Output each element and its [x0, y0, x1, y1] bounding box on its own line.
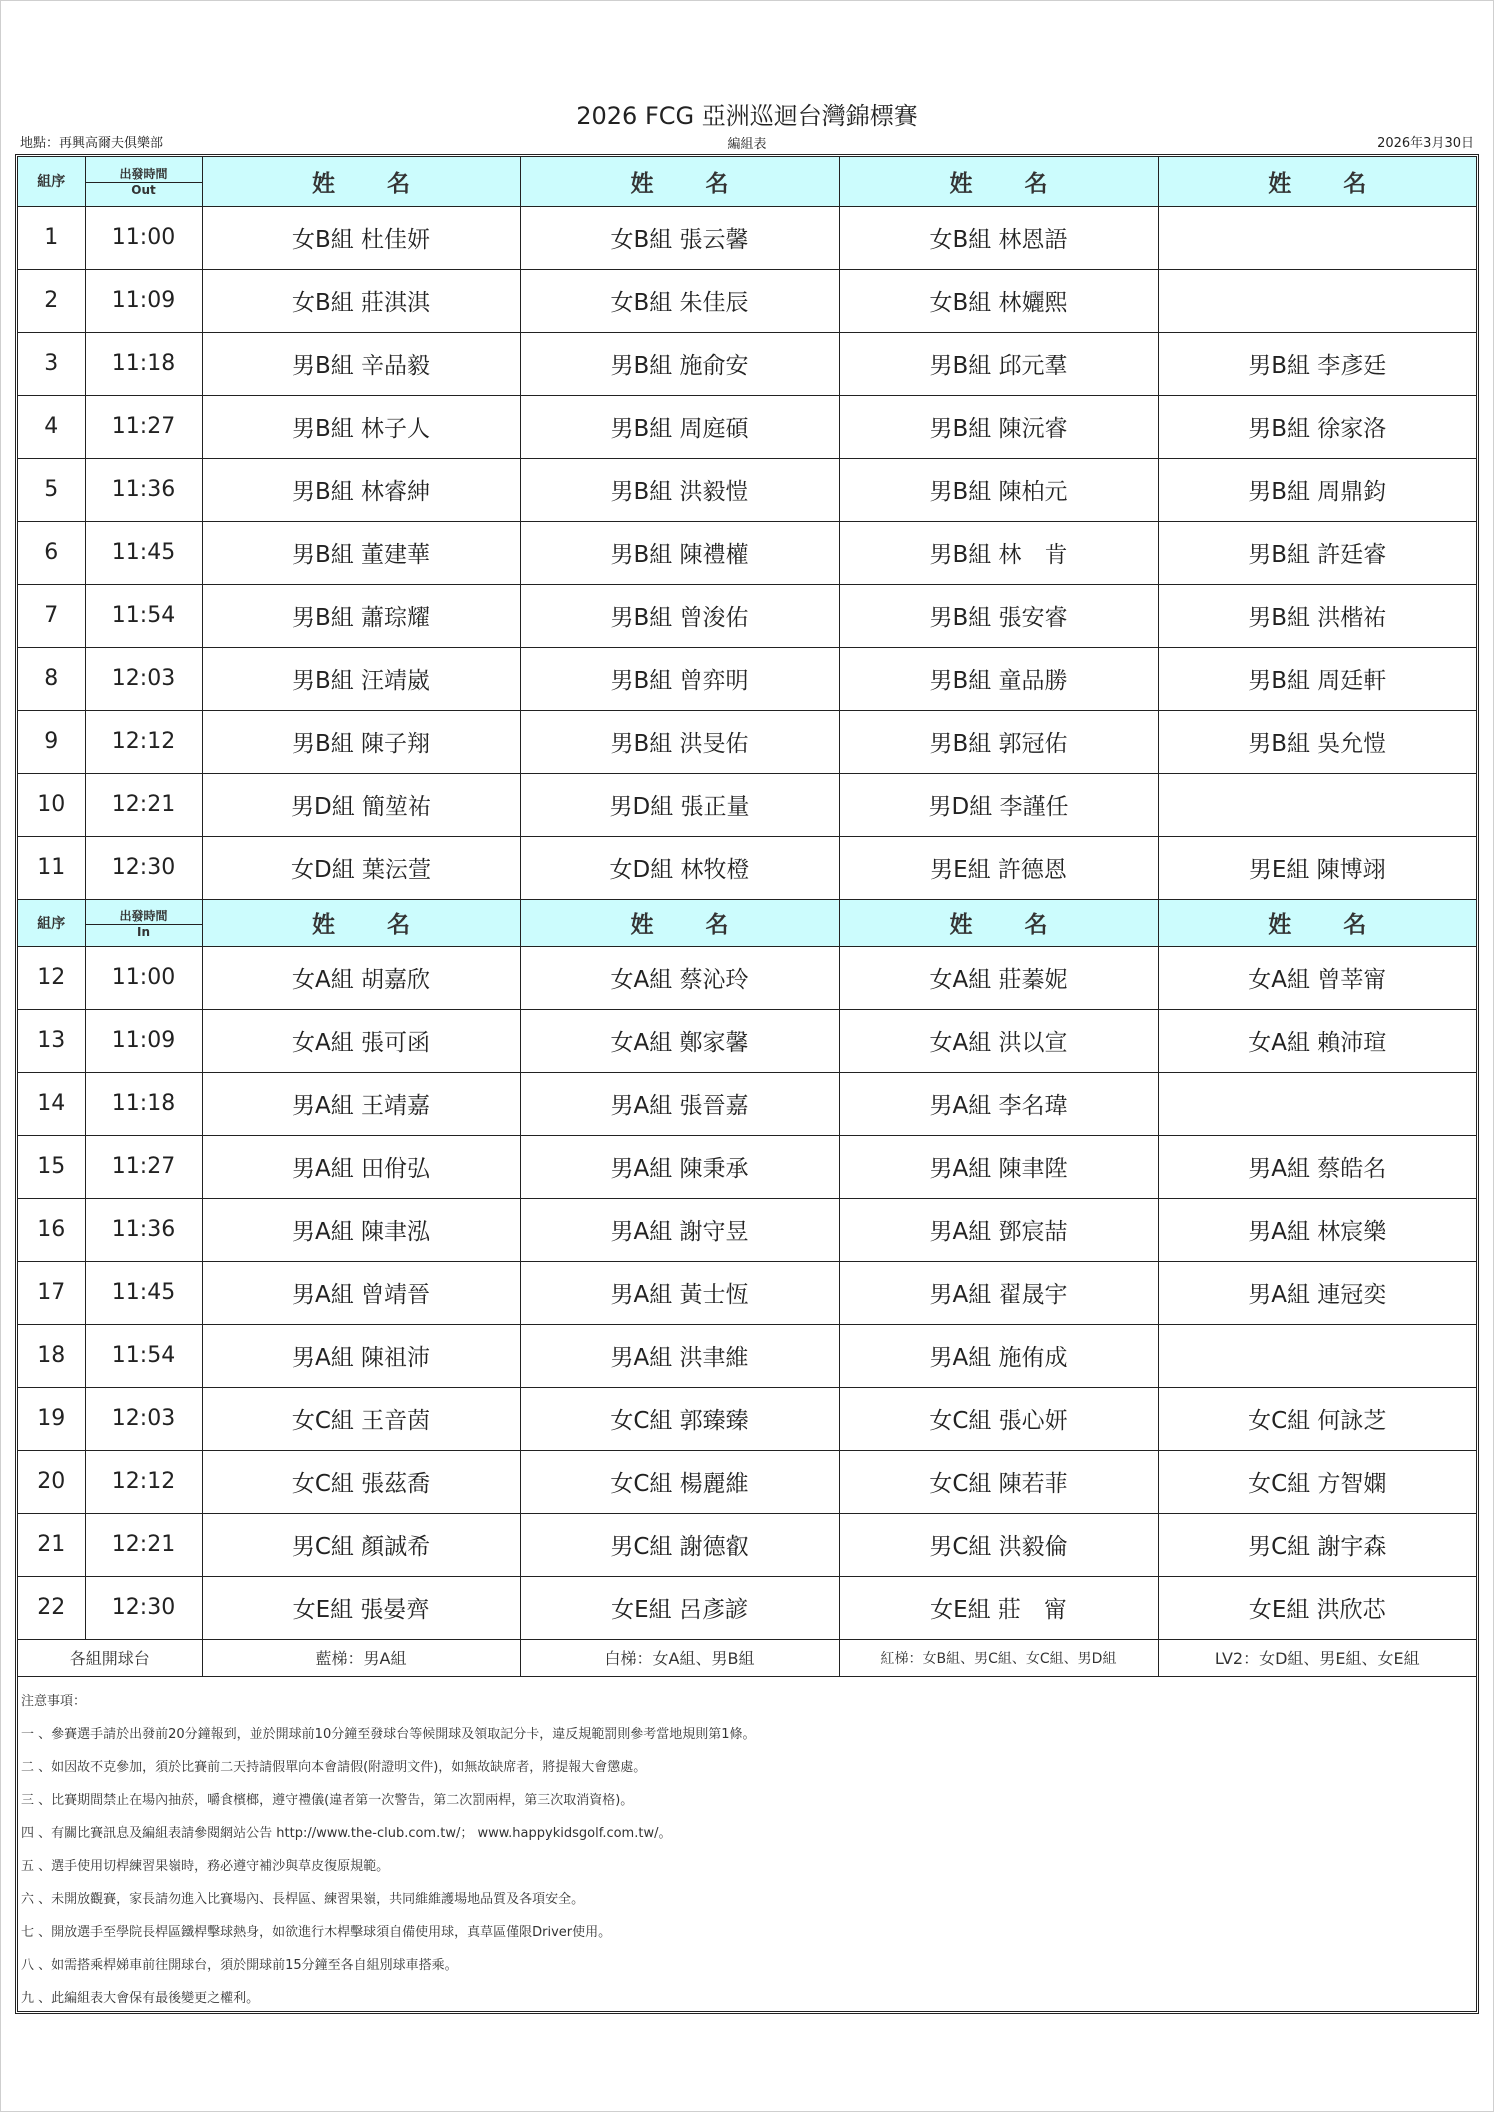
name-header: 姓 名: [202, 157, 520, 206]
player-cell: 男A組 洪聿維: [520, 1324, 839, 1387]
player-cell: 女C組 王音茵: [202, 1387, 520, 1450]
player-cell: [1158, 773, 1476, 836]
name-header: 姓 名: [202, 899, 520, 946]
group-number: 21: [18, 1513, 85, 1576]
group-number: 14: [18, 1072, 85, 1135]
player-cell: 女D組 林牧橙: [520, 836, 839, 899]
player-cell: 男B組 曾弈明: [520, 647, 839, 710]
player-cell: 男B組 李彥廷: [1158, 332, 1476, 395]
player-cell: [1158, 1324, 1476, 1387]
group-row: [18, 946, 1476, 1009]
player-cell: 男C組 洪毅倫: [839, 1513, 1158, 1576]
player-cell: 男B組 陳子翔: [202, 710, 520, 773]
player-cell: 女E組 洪欣芯: [1158, 1576, 1476, 1639]
tee-time: 12:12: [85, 710, 202, 773]
document-subtitle: 編組表: [727, 137, 767, 152]
group-row: [18, 521, 1476, 584]
notes-heading: 注意事項：: [21, 1694, 87, 1709]
tee-time: 12:12: [85, 1450, 202, 1513]
tee-assignment: 紅梯：女B組、男C組、女C組、男D組: [839, 1639, 1158, 1676]
player-cell: 女A組 胡嘉欣: [202, 946, 520, 1009]
player-cell: 男A組 田佾弘: [202, 1135, 520, 1198]
group-row: [18, 1576, 1476, 1639]
player-cell: 男A組 李名瑋: [839, 1072, 1158, 1135]
player-cell: 男A組 蔡皓名: [1158, 1135, 1476, 1198]
tee-time: 11:09: [85, 1009, 202, 1072]
group-row: [18, 1450, 1476, 1513]
player-cell: 男B組 童品勝: [839, 647, 1158, 710]
player-cell: 女B組 林孋熙: [839, 269, 1158, 332]
group-row: [18, 1198, 1476, 1261]
player-cell: 女A組 蔡沁玲: [520, 946, 839, 1009]
player-cell: 男A組 陳聿泓: [202, 1198, 520, 1261]
player-cell: 女E組 呂彥諺: [520, 1576, 839, 1639]
notes-section: [18, 1685, 1476, 2014]
group-row: [18, 1387, 1476, 1450]
tee-time: 11:27: [85, 1135, 202, 1198]
tee-assignment-row: [18, 1639, 1476, 1676]
note-item: 三 、比賽期間禁止在場內抽菸，嚼食檳榔，遵守禮儀(違者第一次警告，第二次罰兩桿，第三次取消資格)。: [21, 1793, 634, 1808]
tee-time: 11:09: [85, 269, 202, 332]
group-row: [18, 332, 1476, 395]
player-cell: 男A組 陳聿陞: [839, 1135, 1158, 1198]
player-cell: 女C組 張心妍: [839, 1387, 1158, 1450]
group-row: [18, 1261, 1476, 1324]
note-item: 九 、此編組表大會保有最後變更之權利。: [21, 1991, 260, 2006]
player-cell: 男B組 汪靖崴: [202, 647, 520, 710]
tee-time: 12:21: [85, 1513, 202, 1576]
player-cell: 男E組 陳博翊: [1158, 836, 1476, 899]
tee-assignment: 藍梯：男A組: [202, 1639, 520, 1676]
group-row: [18, 647, 1476, 710]
group-number: 9: [18, 710, 85, 773]
player-cell: 男B組 徐家洛: [1158, 395, 1476, 458]
tee-time: 11:54: [85, 584, 202, 647]
group-row: [18, 206, 1476, 269]
note-item: 五 、選手使用切桿練習果嶺時，務必遵守補沙與草皮復原規範。: [21, 1859, 390, 1874]
group-number: 1: [18, 206, 85, 269]
player-cell: 男A組 曾靖晉: [202, 1261, 520, 1324]
player-cell: 男B組 許廷睿: [1158, 521, 1476, 584]
note-item: 八 、如需搭乘桿娣車前往開球台，須於開球前15分鐘至各自組別球車搭乘。: [21, 1958, 458, 1973]
group-number: 8: [18, 647, 85, 710]
player-cell: 女A組 洪以宣: [839, 1009, 1158, 1072]
player-cell: 男A組 林宸樂: [1158, 1198, 1476, 1261]
header-row-in: [18, 899, 1476, 946]
pairing-sheet: [15, 154, 1479, 2014]
player-cell: [1158, 269, 1476, 332]
note-item: 一 、參賽選手請於出發前20分鐘報到，並於開球前10分鐘至發球台等候開球及領取記分卡，違反規範罰則參考當地規則第1條。: [21, 1727, 756, 1742]
group-number: 3: [18, 332, 85, 395]
player-cell: 男B組 林子人: [202, 395, 520, 458]
player-cell: 女D組 葉沄萱: [202, 836, 520, 899]
player-cell: 男C組 謝宇森: [1158, 1513, 1476, 1576]
player-cell: [1158, 1072, 1476, 1135]
player-cell: 男B組 蕭琮耀: [202, 584, 520, 647]
player-cell: 女C組 楊麗維: [520, 1450, 839, 1513]
group-number: 12: [18, 946, 85, 1009]
player-cell: 男B組 周鼎鈞: [1158, 458, 1476, 521]
group-row: [18, 1135, 1476, 1198]
group-header: 組序: [18, 899, 85, 946]
player-cell: 女A組 曾莘甯: [1158, 946, 1476, 1009]
player-cell: 男B組 周廷軒: [1158, 647, 1476, 710]
player-cell: 男A組 翟晟宇: [839, 1261, 1158, 1324]
group-number: 7: [18, 584, 85, 647]
tee-time: 12:03: [85, 1387, 202, 1450]
group-number: 4: [18, 395, 85, 458]
player-cell: 女B組 張云馨: [520, 206, 839, 269]
tee-time: 11:18: [85, 1072, 202, 1135]
venue-label: 地點：再興高爾夫俱樂部: [20, 136, 164, 151]
group-number: 15: [18, 1135, 85, 1198]
player-cell: 男A組 陳秉承: [520, 1135, 839, 1198]
group-number: 10: [18, 773, 85, 836]
group-number: 19: [18, 1387, 85, 1450]
player-cell: 男A組 陳祖沛: [202, 1324, 520, 1387]
player-cell: 男D組 李謹任: [839, 773, 1158, 836]
tee-time: 11:36: [85, 1198, 202, 1261]
tee-assignment-label: 各組開球台: [18, 1639, 202, 1676]
player-cell: 男B組 辛品毅: [202, 332, 520, 395]
header-row-out: [18, 157, 1476, 206]
pairing-table: [18, 157, 1476, 1677]
group-row: [18, 269, 1476, 332]
name-header: 姓 名: [839, 157, 1158, 206]
group-number: 6: [18, 521, 85, 584]
group-number: 18: [18, 1324, 85, 1387]
group-row: [18, 1324, 1476, 1387]
group-row: [18, 773, 1476, 836]
player-cell: 男B組 陳沅睿: [839, 395, 1158, 458]
group-number: 22: [18, 1576, 85, 1639]
group-header: 組序: [18, 157, 85, 206]
player-cell: 男C組 謝德叡: [520, 1513, 839, 1576]
player-cell: 男B組 郭冠佑: [839, 710, 1158, 773]
player-cell: 男A組 王靖嘉: [202, 1072, 520, 1135]
player-cell: 男B組 曾浚佑: [520, 584, 839, 647]
player-cell: [1158, 206, 1476, 269]
tee-time: 12:03: [85, 647, 202, 710]
note-item: 四 、有關比賽訊息及編組表請參閱網站公告 http://www.the-club.com.tw/； www.happykidsgolf.com.tw/。: [21, 1826, 672, 1841]
player-cell: 男B組 林睿紳: [202, 458, 520, 521]
tee-assignment: 白梯：女A組、男B組: [520, 1639, 839, 1676]
time-header: [85, 899, 202, 946]
group-row: [18, 1072, 1476, 1135]
player-cell: 男C組 顏誠希: [202, 1513, 520, 1576]
group-number: 16: [18, 1198, 85, 1261]
tee-time: 11:18: [85, 332, 202, 395]
group-number: 13: [18, 1009, 85, 1072]
group-number: 2: [18, 269, 85, 332]
player-cell: 女C組 何詠芝: [1158, 1387, 1476, 1450]
time-header: [85, 157, 202, 206]
tee-time: 12:30: [85, 836, 202, 899]
name-header: 姓 名: [1158, 157, 1476, 206]
player-cell: 男B組 施俞安: [520, 332, 839, 395]
group-row: [18, 395, 1476, 458]
player-cell: 男A組 鄧宸喆: [839, 1198, 1158, 1261]
player-cell: 男B組 張安睿: [839, 584, 1158, 647]
player-cell: 女B組 莊淇淇: [202, 269, 520, 332]
group-number: 20: [18, 1450, 85, 1513]
tee-time: 11:54: [85, 1324, 202, 1387]
player-cell: 男A組 張晉嘉: [520, 1072, 839, 1135]
tee-time: 11:45: [85, 521, 202, 584]
player-cell: 男A組 謝守昱: [520, 1198, 839, 1261]
player-cell: 男B組 董建華: [202, 521, 520, 584]
player-cell: 女A組 鄭家馨: [520, 1009, 839, 1072]
player-cell: 男B組 陳柏元: [839, 458, 1158, 521]
name-header: 姓 名: [1158, 899, 1476, 946]
group-row: [18, 458, 1476, 521]
group-row: [18, 584, 1476, 647]
player-cell: 女A組 賴沛瑄: [1158, 1009, 1476, 1072]
name-header: 姓 名: [520, 157, 839, 206]
page-title: 2026 FCG 亞洲巡迴台灣錦標賽: [576, 102, 918, 130]
player-cell: 男B組 邱元羣: [839, 332, 1158, 395]
tee-assignment: LV2：女D組、男E組、女E組: [1158, 1639, 1476, 1676]
player-cell: 女A組 張可函: [202, 1009, 520, 1072]
tee-time: 12:21: [85, 773, 202, 836]
tee-time: 11:27: [85, 395, 202, 458]
time-header-out: Out: [131, 183, 156, 198]
player-cell: 女B組 朱佳辰: [520, 269, 839, 332]
player-cell: 男B組 洪旻佑: [520, 710, 839, 773]
player-cell: 女B組 杜佳妍: [202, 206, 520, 269]
tee-time: 11:36: [85, 458, 202, 521]
player-cell: 男A組 黃士恆: [520, 1261, 839, 1324]
group-number: 11: [18, 836, 85, 899]
group-row: [18, 710, 1476, 773]
player-cell: 女C組 陳若菲: [839, 1450, 1158, 1513]
player-cell: 女B組 林恩語: [839, 206, 1158, 269]
group-number: 17: [18, 1261, 85, 1324]
note-item: 二 、如因故不克參加，須於比賽前二天持請假單向本會請假(附證明文件)，如無故缺席者，將提報大會懲處。: [21, 1760, 647, 1775]
time-header-label: 出發時間: [86, 165, 202, 183]
time-header-label: 出發時間: [86, 907, 202, 925]
tee-time: 11:45: [85, 1261, 202, 1324]
date-label: 2026年3月30日: [1377, 136, 1474, 151]
player-cell: 女C組 方智嫻: [1158, 1450, 1476, 1513]
group-row: [18, 1009, 1476, 1072]
player-cell: 女C組 張茲喬: [202, 1450, 520, 1513]
tee-time: 11:00: [85, 206, 202, 269]
player-cell: 男E組 許德恩: [839, 836, 1158, 899]
time-header-in: In: [136, 924, 150, 939]
player-cell: 男B組 洪毅愷: [520, 458, 839, 521]
player-cell: 男A組 連冠奕: [1158, 1261, 1476, 1324]
player-cell: 男B組 周庭碩: [520, 395, 839, 458]
player-cell: 男D組 簡堃祐: [202, 773, 520, 836]
group-row: [18, 1513, 1476, 1576]
player-cell: 男B組 林 肯: [839, 521, 1158, 584]
player-cell: 女E組 莊 甯: [839, 1576, 1158, 1639]
player-cell: 男D組 張正量: [520, 773, 839, 836]
note-item: 六 、未開放觀賽，家長請勿進入比賽場內、長桿區、練習果嶺，共同維維護場地品質及各項安全。: [21, 1892, 585, 1907]
player-cell: 女C組 郭臻臻: [520, 1387, 839, 1450]
group-row: [18, 836, 1476, 899]
player-cell: 男B組 洪楷祐: [1158, 584, 1476, 647]
name-header: 姓 名: [520, 899, 839, 946]
player-cell: 女A組 莊蓁妮: [839, 946, 1158, 1009]
note-item: 七 、開放選手至學院長桿區鐵桿擊球熱身，如欲進行木桿擊球須自備使用球，真草區僅限Driver使用。: [21, 1925, 612, 1940]
group-number: 5: [18, 458, 85, 521]
tee-time: 12:30: [85, 1576, 202, 1639]
player-cell: 男A組 施侑成: [839, 1324, 1158, 1387]
player-cell: 男B組 陳禮權: [520, 521, 839, 584]
tee-time: 11:00: [85, 946, 202, 1009]
name-header: 姓 名: [839, 899, 1158, 946]
player-cell: 女E組 張晏齊: [202, 1576, 520, 1639]
player-cell: 男B組 吳允愷: [1158, 710, 1476, 773]
